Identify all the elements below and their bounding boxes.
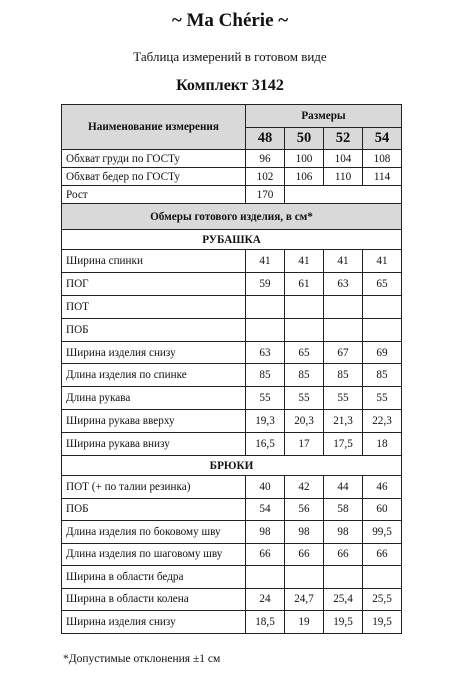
- value-cell: 66: [324, 543, 363, 566]
- value-cell: 55: [363, 387, 402, 410]
- value-cell: 60: [363, 498, 402, 521]
- value-cell: 85: [246, 364, 285, 387]
- value-cell: 59: [246, 272, 285, 295]
- value-cell: 96: [246, 150, 285, 168]
- size-cell: 50: [285, 128, 324, 150]
- trousers-row: [62, 611, 402, 634]
- shirt-row: [62, 364, 402, 387]
- value-cell: 42: [285, 476, 324, 499]
- size-cell: 52: [324, 128, 363, 150]
- measurement-label: Ширина изделия снизу: [62, 341, 246, 364]
- shirt-section-title-row: [62, 230, 402, 250]
- tolerance-footnote: *Допустимые отклонения ±1 см: [63, 653, 221, 665]
- value-cell: [363, 318, 402, 341]
- measurement-name-header: Наименование измерения: [62, 105, 246, 150]
- value-cell: 19: [285, 611, 324, 634]
- brand-title: ~ Ma Chérie ~: [171, 10, 289, 31]
- value-cell: 102: [246, 168, 285, 186]
- value-cell: 100: [285, 150, 324, 168]
- document-subtitle: Таблица измерений в готовом виде: [133, 49, 327, 64]
- trousers-section-title-row: [62, 456, 402, 476]
- value-cell: [285, 295, 324, 318]
- value-cell: 58: [324, 498, 363, 521]
- value-cell: [285, 318, 324, 341]
- value-cell: 18,5: [246, 611, 285, 634]
- measurement-label: ПОТ (+ по талии резинка): [62, 476, 246, 499]
- value-cell: 65: [285, 341, 324, 364]
- value-cell: [324, 566, 363, 589]
- measurement-label: Ширина рукава вверху: [62, 410, 246, 433]
- value-cell: 19,5: [324, 611, 363, 634]
- size-cell: 54: [363, 128, 402, 150]
- garment-measurements-header: Обмеры готового изделия, в см*: [62, 204, 402, 230]
- value-cell: [246, 566, 285, 589]
- measurement-label: Обхват бедер по ГОСТу: [62, 168, 246, 186]
- height-row: [62, 186, 402, 204]
- value-cell: 69: [363, 341, 402, 364]
- value-cell: 85: [363, 364, 402, 387]
- value-cell: 65: [363, 272, 402, 295]
- value-cell: 106: [285, 168, 324, 186]
- sizes-header: Размеры: [246, 105, 402, 128]
- value-cell: 24: [246, 588, 285, 611]
- value-cell: 99,5: [363, 521, 402, 544]
- value-cell: [363, 566, 402, 589]
- height-label: Рост: [62, 186, 246, 204]
- value-cell: 55: [285, 387, 324, 410]
- measurement-label: Ширина в области колена: [62, 588, 246, 611]
- height-empty-cell: [285, 186, 402, 204]
- value-cell: 19,5: [363, 611, 402, 634]
- value-cell: [285, 566, 324, 589]
- shirt-section-title: РУБАШКА: [62, 230, 402, 250]
- table-header-row: [62, 105, 402, 128]
- value-cell: 41: [363, 250, 402, 273]
- shirt-row: [62, 250, 402, 273]
- value-cell: [246, 318, 285, 341]
- measurement-label: ПОГ: [62, 272, 246, 295]
- shirt-row: [62, 410, 402, 433]
- measurement-label: Обхват груди по ГОСТу: [62, 150, 246, 168]
- shirt-row: [62, 272, 402, 295]
- value-cell: 66: [246, 543, 285, 566]
- value-cell: 21,3: [324, 410, 363, 433]
- trousers-row: [62, 521, 402, 544]
- measurement-label: Ширина рукава внизу: [62, 433, 246, 456]
- value-cell: 56: [285, 498, 324, 521]
- value-cell: 63: [246, 341, 285, 364]
- value-cell: 63: [324, 272, 363, 295]
- value-cell: 67: [324, 341, 363, 364]
- trousers-row: [62, 543, 402, 566]
- value-cell: 16,5: [246, 433, 285, 456]
- value-cell: 108: [363, 150, 402, 168]
- value-cell: 54: [246, 498, 285, 521]
- measurement-label: Длина изделия по спинке: [62, 364, 246, 387]
- shirt-row: [62, 341, 402, 364]
- value-cell: 41: [324, 250, 363, 273]
- value-cell: 66: [363, 543, 402, 566]
- measurement-label: Ширина изделия снизу: [62, 611, 246, 634]
- value-cell: 44: [324, 476, 363, 499]
- trousers-section-title: БРЮКИ: [62, 456, 402, 476]
- value-cell: 104: [324, 150, 363, 168]
- value-cell: 41: [285, 250, 324, 273]
- value-cell: 22,3: [363, 410, 402, 433]
- measurements-table: [61, 104, 402, 634]
- kit-title: Комплект 3142: [176, 77, 284, 94]
- value-cell: [246, 295, 285, 318]
- measurement-label: ПОТ: [62, 295, 246, 318]
- value-cell: 40: [246, 476, 285, 499]
- measurement-label: Ширина в области бедра: [62, 566, 246, 589]
- value-cell: 61: [285, 272, 324, 295]
- trousers-row: [62, 498, 402, 521]
- shirt-row: [62, 387, 402, 410]
- value-cell: 55: [246, 387, 285, 410]
- value-cell: 98: [246, 521, 285, 544]
- value-cell: [363, 295, 402, 318]
- value-cell: 25,4: [324, 588, 363, 611]
- value-cell: 55: [324, 387, 363, 410]
- shirt-row: [62, 295, 402, 318]
- size-cell: 48: [246, 128, 285, 150]
- value-cell: 98: [324, 521, 363, 544]
- value-cell: 25,5: [363, 588, 402, 611]
- trousers-row: [62, 566, 402, 589]
- trousers-row: [62, 476, 402, 499]
- value-cell: 110: [324, 168, 363, 186]
- value-cell: 41: [246, 250, 285, 273]
- value-cell: 18: [363, 433, 402, 456]
- value-cell: 46: [363, 476, 402, 499]
- measurement-label: Ширина спинки: [62, 250, 246, 273]
- garment-measurements-header-row: [62, 204, 402, 230]
- measurement-label: Длина изделия по боковому шву: [62, 521, 246, 544]
- value-cell: [324, 295, 363, 318]
- body-measurement-row: [62, 168, 402, 186]
- value-cell: 17: [285, 433, 324, 456]
- value-cell: [324, 318, 363, 341]
- measurement-label: Длина рукава: [62, 387, 246, 410]
- body-measurement-row: [62, 150, 402, 168]
- value-cell: 98: [285, 521, 324, 544]
- value-cell: 17,5: [324, 433, 363, 456]
- value-cell: 114: [363, 168, 402, 186]
- trousers-row: [62, 588, 402, 611]
- measurement-label: Длина изделия по шаговому шву: [62, 543, 246, 566]
- shirt-row: [62, 433, 402, 456]
- value-cell: 19,3: [246, 410, 285, 433]
- height-value: 170: [246, 186, 285, 204]
- measurement-label: ПОБ: [62, 318, 246, 341]
- value-cell: 20,3: [285, 410, 324, 433]
- value-cell: 85: [324, 364, 363, 387]
- value-cell: 66: [285, 543, 324, 566]
- value-cell: 24,7: [285, 588, 324, 611]
- shirt-row: [62, 318, 402, 341]
- measurement-label: ПОБ: [62, 498, 246, 521]
- value-cell: 85: [285, 364, 324, 387]
